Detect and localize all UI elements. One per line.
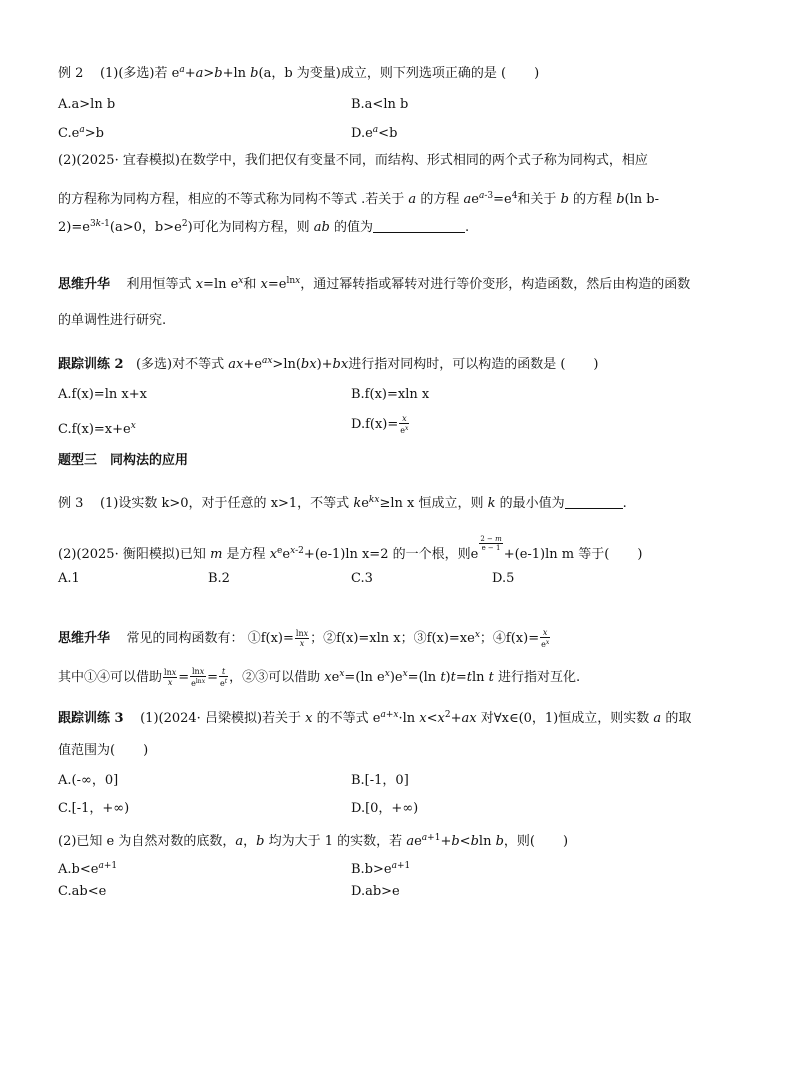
option-b: B.a<ln b: [351, 97, 409, 112]
option-d: D.ab>e: [351, 884, 400, 899]
option-d: D.f(x)= $\frac{x}{e^x}$: [351, 414, 409, 435]
option-d: D.5: [492, 571, 515, 586]
option-a: A.(-∞，0]: [58, 773, 119, 788]
think-summary-2-line1: 思维升华 常见的同构函数有： ①f(x)= $\frac{\ln x}{x}$ ；②f(x)=xln x；$③f(x)=xe^x$；④f(x)= $\frac{x}{e^x}$: [58, 628, 550, 649]
option-b: B.2: [208, 571, 230, 586]
option-c: C.[-1，+∞): [58, 801, 130, 816]
example-3-q2: (2)(2025· 衡阳模拟)已知 m 是方程 $x^ee^{x-2}+(e-1)\ln$ x=2 的一个根，则e $\frac{2 - m}{e - 1}$ +(e-1)ln m 等于( ): [58, 535, 643, 562]
track-3-q1-line1: 跟踪训练 3 (1)(2024· 吕梁模拟)若关于 x 的不等式 $e^{a+x}\cdot\ln$ $x<x^2+ax$ 对∀x∈(0，1)恒成立，则实数 a 的取: [58, 710, 692, 726]
think-summary-1-line1: 思维升华 利用恒等式 x=ln $e^x$和 $x=e^{lnx}$，通过幂转指或幂转对进行等价变形，构造函数，然后由构造的函数: [58, 276, 691, 292]
track-3-q2: (2)已知 e 为自然对数的底数，a，b 均为大于 1 的实数，若 $ae^{a+1}+b<bln$ b，则( ): [58, 833, 569, 849]
example-2-q2-line2: 的方程称为同构方程，相应的不等式称为同构不等式 .若关于 a 的方程 $ae^{a-3}=e^4$和关于 b 的方程 b(ln b-: [58, 191, 659, 207]
answer-blank[interactable]: [565, 496, 623, 509]
track-3-q1-line2: 值范围为( ): [58, 743, 149, 758]
think-summary-1-line2: 的单调性进行研究.: [58, 313, 167, 328]
option-c: C.3: [351, 571, 373, 586]
option-b: B.f(x)=xln x: [351, 387, 430, 402]
option-d: $D.e^a<b$: [351, 125, 398, 141]
option-d: D.[0，+∞): [351, 801, 419, 816]
example-label: 例 2: [58, 66, 84, 81]
example-2-q2-line3: $2)=e^{3k-1}(a>0$，$b>e^2$)可化为同构方程，则 ab 的值为 .: [58, 219, 470, 235]
section-heading: 跟踪训练 2: [58, 357, 124, 372]
option-a: A.1: [58, 571, 80, 586]
example-3-q1: 例 3 (1)设实数 k>0，对于任意的 x>1，不等式 $ke^{kx}\ge\ln$ x 恒成立，则 k 的最小值为 .: [58, 495, 627, 511]
option-c: C.ab<e: [58, 884, 107, 899]
option-c: $C.e^a>b$: [58, 125, 104, 141]
option-a: A.a>ln b: [58, 97, 116, 112]
answer-blank[interactable]: [373, 220, 465, 233]
section-heading: 思维升华: [58, 277, 111, 292]
example-label: 例 3: [58, 496, 84, 511]
example-2-q2-line1: (2)(2025· 宜春模拟)在数学中，我们把仅有变量不同，而结构、形式相同的两个式子称为同构式，相应: [58, 153, 648, 168]
section-title-type-3: 题型三 同构法的应用: [58, 453, 189, 468]
option-b: B.[-1，0]: [351, 773, 409, 788]
section-heading: 跟踪训练 3: [58, 711, 124, 726]
track-2-question: 跟踪训练 2 (多选)对不等式 $ax+e^{ax}>\ln(bx)+bx$进行指对同构时，可以构造的函数是 ( ): [58, 356, 599, 372]
option-c: $C.f(x)=x+e^x$: [58, 421, 136, 437]
example-2-q1: 例 2 (1)(多选)若 $e^a+a>b+\ln$ b(a，b 为变量)成立，则下列选项正确的是 ( ): [58, 65, 540, 81]
option-b: $B.b>e^{a+1}$: [351, 861, 411, 877]
section-heading: 思维升华: [58, 631, 111, 646]
option-a: $A.b<e^{a+1}$: [58, 861, 118, 877]
think-summary-2-line2: 其中①④可以借助 $\frac{\ln x}{x}$ = $\frac{\ln x}{e^{lnx}}$ = $\frac{t}{e^t}$ ，②③可以借助 $xe^x=(\ln$ $e^x)e^x=(\ln$ t)t=tln t 进行指对互化.: [58, 667, 581, 688]
option-a: A.f(x)=ln x+x: [58, 387, 147, 402]
